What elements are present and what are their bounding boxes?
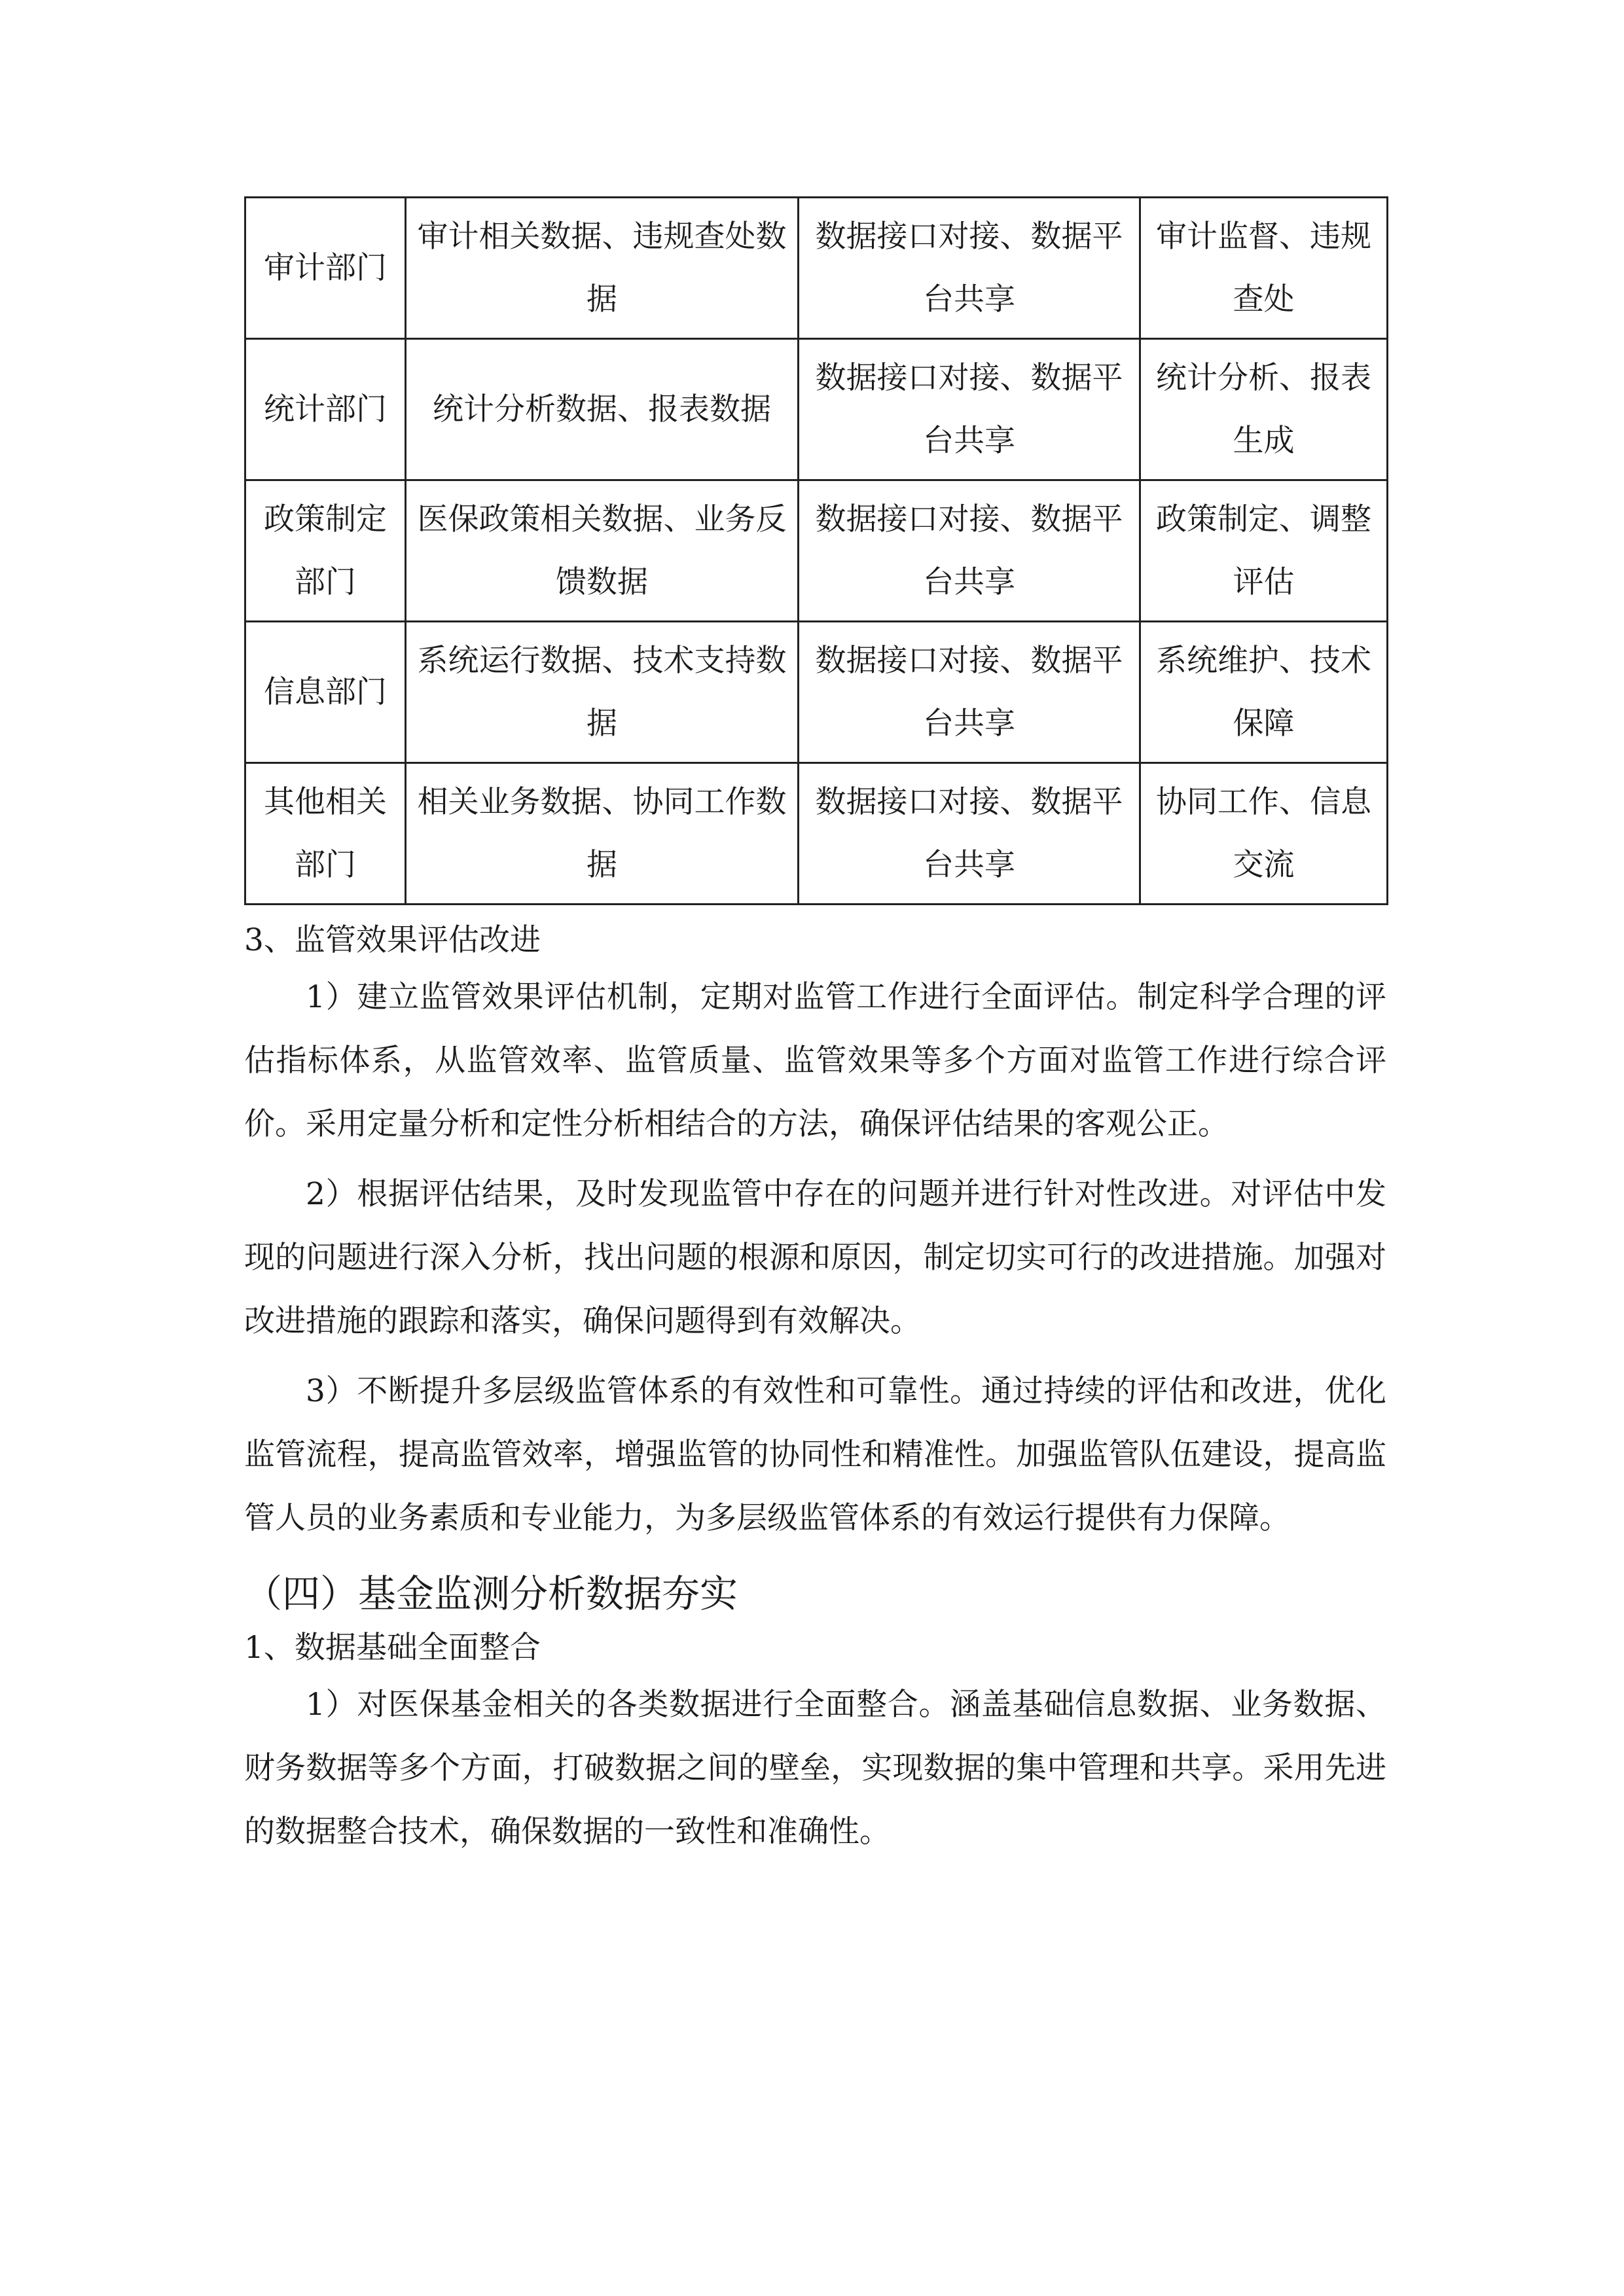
table-cell-department: 统计部门 (245, 339, 406, 480)
table-cell-data-type: 相关业务数据、协同工作数据 (406, 763, 799, 905)
table-cell-department: 信息部门 (245, 622, 406, 763)
page-content (244, 196, 1386, 1863)
table-cell-method: 数据接口对接、数据平台共享 (799, 339, 1140, 480)
table-row (245, 339, 1388, 480)
table-cell-method: 数据接口对接、数据平台共享 (799, 198, 1140, 339)
table-row (245, 198, 1388, 339)
table-cell-data-type: 统计分析数据、报表数据 (406, 339, 799, 480)
section-3-heading: 3、监管效果评估改进 (244, 922, 541, 958)
table-cell-department: 其他相关部门 (245, 763, 406, 905)
table-row (245, 622, 1388, 763)
section-3-paragraph-2: 2）根据评估结果，及时发现监管中存在的问题并进行针对性改进。对评估中发现的问题进行深入分析，找出问题的根源和原因，制定切实可行的改进措施。加强对改进措施的跟踪和落实，确保问题得到有效解决。 (244, 1176, 1386, 1339)
table-cell-data-type: 系统运行数据、技术支持数据 (406, 622, 799, 763)
section-3-paragraph-1: 1）建立监管效果评估机制，定期对监管工作进行全面评估。制定科学合理的评估指标体系，从监管效率、监管质量、监管效果等多个方面对监管工作进行综合评价。采用定量分析和定性分析相结合的方法，确保评估结果的客观公正。 (244, 979, 1386, 1142)
table-cell-department: 审计部门 (245, 198, 406, 339)
table-row (245, 480, 1388, 622)
table-cell-data-type: 审计相关数据、违规查处数据 (406, 198, 799, 339)
table-cell-purpose: 协同工作、信息交流 (1140, 763, 1388, 905)
table-cell-method: 数据接口对接、数据平台共享 (799, 763, 1140, 905)
section-4-1-paragraph-1: 1）对医保基金相关的各类数据进行全面整合。涵盖基础信息数据、业务数据、财务数据等多个方面，打破数据之间的壁垒，实现数据的集中管理和共享。采用先进的数据整合技术，确保数据的一致性和准确性。 (244, 1687, 1386, 1850)
table-cell-purpose: 系统维护、技术保障 (1140, 622, 1388, 763)
table-cell-purpose: 政策制定、调整评估 (1140, 480, 1388, 622)
table-cell-department: 政策制定部门 (245, 480, 406, 622)
table-row (245, 763, 1388, 905)
table-cell-data-type: 医保政策相关数据、业务反馈数据 (406, 480, 799, 622)
department-data-table (244, 196, 1388, 905)
section-4-1-heading: 1、数据基础全面整合 (244, 1630, 541, 1666)
table-cell-method: 数据接口对接、数据平台共享 (799, 622, 1140, 763)
section-3-paragraph-3: 3）不断提升多层级监管体系的有效性和可靠性。通过持续的评估和改进，优化监管流程，提高监管效率，增强监管的协同性和精准性。加强监管队伍建设，提高监管人员的业务素质和专业能力，为多层级监管体系的有效运行提供有力保障。 (244, 1373, 1386, 1536)
table-cell-purpose: 统计分析、报表生成 (1140, 339, 1388, 480)
section-4-heading: （四）基金监测分析数据夯实 (244, 1571, 738, 1616)
table-cell-method: 数据接口对接、数据平台共享 (799, 480, 1140, 622)
table-cell-purpose: 审计监督、违规查处 (1140, 198, 1388, 339)
